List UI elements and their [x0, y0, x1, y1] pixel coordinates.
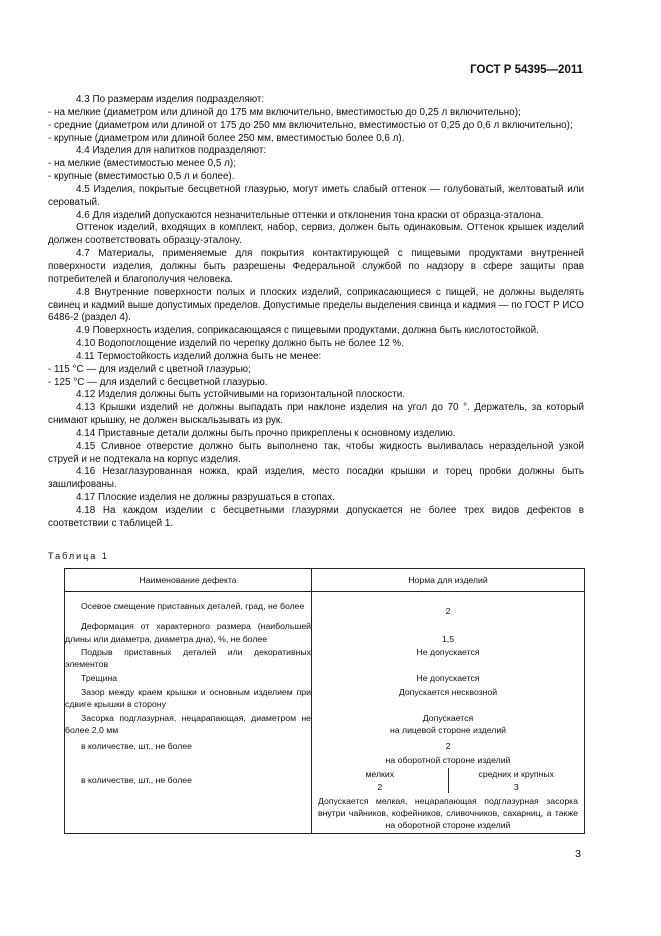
norm-text: Не допускается [416, 646, 480, 657]
body-text [48, 94, 584, 531]
defect-cell [65, 754, 312, 768]
defect-text: Трещина [81, 673, 118, 684]
defect-text: в количестве, шт., не более [81, 741, 192, 752]
table-row [65, 686, 585, 712]
paragraph: 4.7 Материалы, применяемые для покрытия контактирующей с пищевыми продуктами внутренней поверхности изделия, должны быть разрешены Федеральной службой по надзору в сфере защиты прав потребителей и благополучия человека. [48, 248, 584, 285]
defect-text: Засорка подглазурная, нецарапающая, диаметром не более 2,0 мм [65, 712, 311, 735]
defects-table [64, 568, 585, 834]
norm-text: Допускается [422, 712, 474, 723]
defect-cell [65, 768, 312, 794]
defect-cell [65, 712, 312, 740]
paragraph: 4.18 На каждом изделии с бесцветными глазурями допускается не более трех видов дефектов в соответствии с таблицей 1. [48, 505, 584, 529]
norm-cell [312, 794, 585, 834]
paragraph: 4.17 Плоские изделия не должны разрушаться в стопах. [76, 492, 335, 504]
paragraph: 4.15 Сливное отверстие должно быть выполнено так, чтобы жидкость выливалась нераздельной узкой струей и не подтекала на корпус изделия. [48, 440, 584, 465]
norm-text: 1,5 [441, 634, 455, 645]
table-row [65, 646, 585, 672]
paragraph: 4.14 Приставные детали должны быть прочно прикреплены к основному изделию. [76, 427, 456, 439]
document-header: ГОСТ Р 54395—2011 [470, 64, 583, 76]
defect-cell [65, 592, 312, 620]
table-row [65, 740, 585, 754]
list-item: - средние (диаметром или длиной от 175 до 250 мм включительно, вместимостью от 0,25 до 0,6 л включительно); [48, 119, 573, 131]
norm-text: Допускается несквозной [398, 686, 498, 697]
defect-cell [65, 794, 312, 834]
norm-text: на оборотной стороне изделий [385, 755, 511, 766]
defect-text: Осевое смещение приставных деталей, град, не более [81, 600, 305, 611]
paragraph: 4.8 Внутренние поверхности полых и плоских изделий, соприкасающиеся с пищей, не должны выделять свинец и кадмий выше допустимых пределов. Допустимые пределы выделения свинца и кадмия — по ГОСТ Р ИСО 6486-2 (раздел 4). [48, 286, 584, 324]
defect-cell [65, 686, 312, 712]
size-large [448, 768, 585, 793]
paragraph: 4.16 Незаглазурованная ножка, край изделия, место посадки крышки и торец пробки должны быть зашлифованы. [48, 466, 584, 491]
norm-text: 2 [445, 741, 451, 752]
defect-text: Подрыв приставных деталей или декоративных элементов [65, 646, 311, 669]
table-row [65, 672, 585, 686]
column-header-defect: Наименование дефекта [65, 569, 312, 592]
size-split [312, 768, 584, 793]
list-item: - на мелкие (вместимостью менее 0,5 л); [48, 158, 236, 170]
table-row [65, 768, 585, 794]
norm-cell [312, 646, 585, 672]
column-header-norm: Норма для изделий [312, 569, 585, 592]
defect-text: в количестве, шт., не более [81, 775, 192, 786]
size-small-label: мелких [365, 769, 395, 780]
norm-cell [312, 592, 585, 620]
paragraph: 4.4 Изделия для напитков подразделяют: [76, 145, 267, 157]
size-large-value: 3 [513, 781, 519, 792]
size-small [312, 768, 448, 793]
norm-cell [312, 686, 585, 712]
defect-cell [65, 740, 312, 754]
list-item: - крупные (вместимостью 0,5 л и более). [48, 171, 235, 183]
table-row [65, 592, 585, 620]
size-large-label: средних и крупных [478, 769, 555, 780]
norm-cell [312, 754, 585, 768]
paragraph: 4.12 Изделия должны быть устойчивыми на горизонтальной плоскости. [76, 389, 406, 401]
paragraph: 4.10 Водопоглощение изделий по черепку должно быть не более 12 %. [76, 338, 404, 350]
defect-text: Зазор между краем крышки и основным изделием при сдвиге крышки в сторону [65, 686, 311, 709]
norm-text: Допускается мелкая, нецарапающая подглазурная засорка внутри чайников, кофейников, сливочников, сахарниц, а также на оборотной стороне изделий [318, 795, 578, 831]
defect-cell [65, 620, 312, 646]
paragraph: 4.13 Крышки изделий не должны выпадать при наклоне изделия на угол до 70 °. Держатель, за который снимают крышку, не должен выскальзывать из рук. [48, 402, 584, 427]
page-number: 3 [575, 848, 581, 860]
table-row [65, 754, 585, 768]
defect-cell [65, 646, 312, 672]
paragraph: 4.11 Термостойкость изделий должна быть не менее: [76, 350, 322, 362]
table-header-row [65, 569, 585, 592]
table-row [65, 712, 585, 740]
list-item: - 115 °С — для изделий с цветной глазурью; [48, 363, 251, 375]
norm-cell [312, 620, 585, 646]
norm-text: Не допускается [416, 673, 480, 684]
list-item: - на мелкие (диаметром или длиной до 175 мм включительно, вместимостью до 0,25 л включительно); [48, 106, 521, 118]
paragraph: 4.6 Для изделий допускаются незначительные оттенки и отклонения тона краски от образца-эталона. [76, 209, 544, 221]
paragraph: Оттенок изделий, входящих в комплект, набор, сервиз, должен быть одинаковым. Оттенок крышек изделий должен соответствовать образцу-эталону. [48, 222, 584, 247]
defect-cell [65, 672, 312, 686]
paragraph: 4.9 Поверхность изделия, соприкасающаяся с пищевыми продуктами, должна быть кислотостойкой. [76, 325, 539, 337]
paragraph: 4.3 По размерам изделия подразделяют: [76, 94, 265, 105]
list-item: - крупные (диаметром или длиной более 250 мм, вместимостью более 0,6 л). [48, 132, 405, 144]
norm-cell [312, 712, 585, 740]
table-caption: Таблица 1 [48, 551, 109, 561]
table-row [65, 620, 585, 646]
norm-cell [312, 672, 585, 686]
norm-text: 2 [445, 606, 451, 617]
norm-text: на лицевой стороне изделий [389, 724, 507, 735]
size-small-value: 2 [377, 781, 383, 792]
norm-cell [312, 768, 585, 794]
paragraph: 4.5 Изделия, покрытые бесцветной глазурью, могут иметь слабый оттенок — голубоватый, желтоватый или сероватый. [48, 183, 584, 208]
norm-cell [312, 740, 585, 754]
table-row [65, 794, 585, 834]
defect-text: Деформация от характерного размера (наибольшей длины или диаметра, диаметра дна), %, не более [65, 621, 311, 644]
list-item: - 125 °С — для изделий с бесцветной глазурью. [48, 376, 268, 388]
